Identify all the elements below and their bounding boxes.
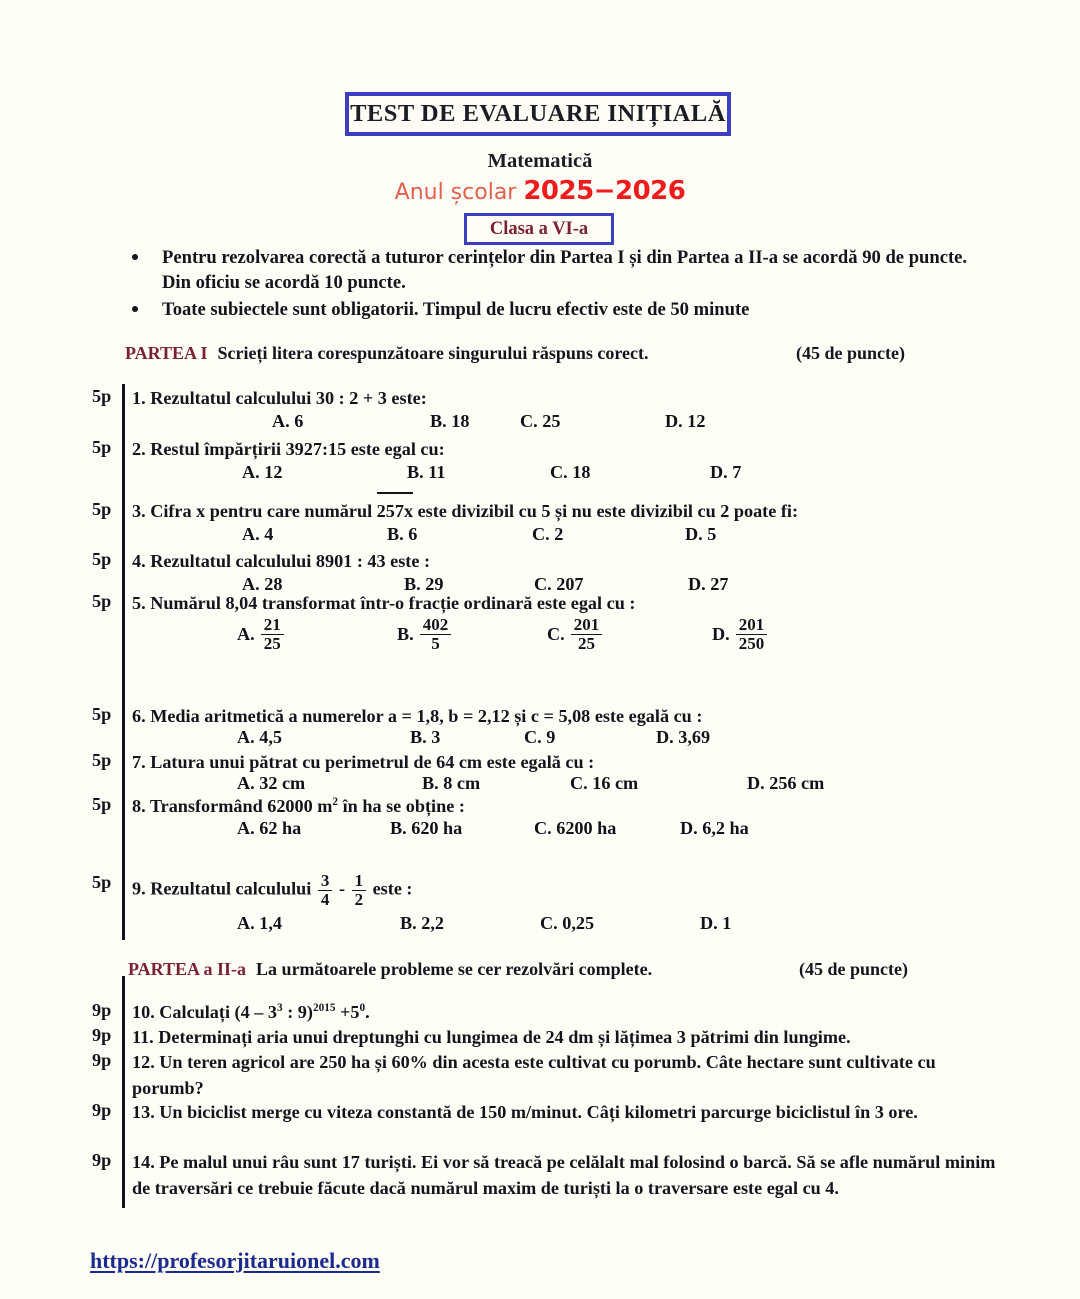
question-3-option-b[interactable]: B. 6 [387, 524, 418, 544]
q10-pre: 10. Calculați (4 – 3 [132, 1002, 277, 1022]
question-7-points: 5p [92, 750, 112, 770]
question-4-option-a[interactable]: A. 28 [242, 574, 283, 594]
question-2-stem: 2. Restul împărțirii 3927:15 este egal cu: [132, 439, 445, 459]
fraction-denominator: 5 [420, 634, 452, 653]
part2-name: PARTEA a II-a [128, 959, 247, 979]
school-year-label: Anul școlar [394, 180, 524, 205]
fraction-denominator: 25 [571, 634, 603, 653]
question-2-option-c[interactable]: C. 18 [550, 462, 591, 482]
question-9-fraction-2 [352, 872, 367, 909]
question-8-exponent: 2 [332, 795, 339, 808]
question-8-points: 5p [92, 794, 112, 814]
question-14-points: 9p [92, 1150, 112, 1170]
question-5-points: 5p [92, 591, 112, 611]
question-3-stem [132, 499, 1022, 524]
question-13-text: 13. Un biciclist merge cu viteza constantă de 150 m/minut. Câți kilometri parcurge biciclistul în 3 ore. [132, 1102, 918, 1122]
question-11-points: 9p [92, 1025, 112, 1045]
question-1-option-a[interactable]: A. 6 [272, 411, 304, 431]
question-9-points: 5p [92, 872, 112, 892]
question-2-option-a[interactable]: A. 12 [242, 462, 283, 482]
question-7-option-d[interactable]: D. 256 cm [747, 773, 825, 793]
question-3-option-d[interactable]: D. 5 [685, 524, 717, 544]
question-8-option-c[interactable]: C. 6200 ha [534, 818, 617, 838]
question-13-points: 9p [92, 1100, 112, 1120]
question-1-option-b[interactable]: B. 18 [430, 411, 470, 431]
instruction-item [120, 245, 980, 295]
question-6-option-b[interactable]: B. 3 [410, 727, 441, 747]
question-6-option-c[interactable]: C. 9 [524, 727, 556, 747]
question-8-options [132, 818, 1022, 844]
page-title: TEST DE EVALUARE INIȚIALĂ [350, 100, 726, 127]
q10-post: . [365, 1002, 370, 1022]
fraction-numerator: 402 [422, 615, 449, 634]
fraction-denominator: 250 [736, 634, 768, 653]
question-4-points: 5p [92, 549, 112, 569]
question-6-option-d[interactable]: D. 3,69 [656, 727, 711, 747]
fraction-numerator: 21 [263, 615, 281, 634]
question-7-option-c[interactable]: C. 16 cm [570, 773, 639, 793]
question-2-points: 5p [92, 437, 112, 457]
question-8-stem-pre: 8. Transformând 62000 m [132, 796, 333, 816]
option-d-label: D. [712, 624, 730, 645]
question-4-option-d[interactable]: D. 27 [688, 574, 729, 594]
school-year-line [0, 176, 1080, 206]
question-10-points: 9p [92, 1000, 112, 1020]
q10-exp-3: 0 [359, 1001, 366, 1014]
question-7-stem: 7. Latura unui pătrat cu perimetrul de 64 cm este egală cu : [132, 752, 595, 772]
part1-name: PARTEA I [125, 343, 208, 363]
question-9-option-c[interactable]: C. 0,25 [540, 913, 595, 933]
question-2-option-d[interactable]: D. 7 [710, 462, 742, 482]
part2-vertical-rule [122, 976, 125, 1208]
question-9-stem-pre: 9. Rezultatul calculului [132, 878, 316, 899]
option-a-label: A. [237, 624, 255, 645]
question-8-option-b[interactable]: B. 620 ha [390, 818, 463, 838]
question-8-option-a[interactable]: A. 62 ha [237, 818, 302, 838]
instruction-text: Pentru rezolvarea corectă a tuturor cerințelor din Partea I și din Partea a II-a se acordă 90 de puncte. Din oficiu se acordă 10 puncte. [162, 247, 968, 293]
instruction-text: Toate subiectele sunt obligatorii. Timpul de lucru efectiv este de 50 minute [162, 299, 750, 320]
question-9-options [132, 913, 1022, 939]
question-1-stem: 1. Rezultatul calculului 30 : 2 + 3 este: [132, 388, 427, 408]
question-2-options [132, 462, 1022, 488]
option-a-fraction [261, 616, 284, 653]
question-5-option-b[interactable] [397, 616, 453, 653]
q10-mid: : 9) [282, 1002, 313, 1022]
instruction-item [120, 297, 980, 322]
question-5-option-c[interactable] [547, 616, 604, 653]
fraction-numerator: 1 [354, 871, 364, 890]
question-3-stem-post: este divizibil cu 5 și nu este divizibil cu 2 poate fi: [413, 501, 799, 521]
q10-exp-2: 2015 [312, 1001, 336, 1014]
bullet-dot-icon [132, 254, 138, 260]
question-8-stem-post: în ha se obține : [338, 796, 465, 816]
option-d-fraction [736, 616, 768, 653]
question-14-text: 14. Pe malul unui râu sunt 17 turiști. Ei vor să treacă pe celălalt mal folosind o barcă. Să se afle numărul minim de traversări ce trebuie făcute dacă numărul maxim de turiști la o traversare este egal cu 4. [132, 1152, 996, 1198]
part2-header [128, 959, 1008, 980]
q10-exp-1: 3 [277, 1001, 283, 1014]
question-7-option-a[interactable]: A. 32 cm [237, 773, 306, 793]
question-1-option-c[interactable]: C. 25 [520, 411, 561, 431]
question-9-fraction-1 [318, 872, 333, 909]
question-3-stem-pre: 3. Cifra x pentru care numărul [132, 501, 377, 521]
question-9-stem [132, 872, 1022, 909]
option-c-label: C. [547, 624, 565, 645]
part1-vertical-rule [122, 384, 125, 940]
question-6-points: 5p [92, 704, 112, 724]
instructions-list [120, 245, 980, 322]
class-label: Clasa a VI-a [489, 218, 589, 239]
fraction-numerator: 201 [738, 615, 765, 634]
question-9-stem-post: este : [368, 878, 413, 899]
question-10-text [132, 1000, 1022, 1025]
question-3-options [132, 524, 1022, 550]
question-1-option-d[interactable]: D. 12 [665, 411, 706, 431]
q10-mid-2: +5 [335, 1002, 360, 1022]
question-8-stem [132, 794, 1022, 819]
fraction-denominator: 4 [318, 890, 333, 909]
option-b-label: B. [397, 624, 414, 645]
fraction-denominator: 25 [261, 634, 284, 653]
part1-points: (45 de puncte) [796, 343, 905, 363]
question-4-option-b[interactable]: B. 29 [404, 574, 444, 594]
question-5-stem: 5. Numărul 8,04 transformat într-o fracție ordinară este egal cu : [132, 593, 636, 613]
question-9-operator: - [334, 878, 350, 899]
option-b-fraction [420, 616, 452, 653]
question-7-option-b[interactable]: B. 8 cm [422, 773, 481, 793]
question-5-option-d[interactable] [712, 616, 769, 653]
subject-label: Matematică [487, 150, 593, 172]
question-6-option-a[interactable]: A. 4,5 [237, 727, 282, 747]
part2-description: La următoarele probleme se cer rezolvări complete. [256, 959, 653, 979]
question-5-options [132, 616, 1022, 676]
question-5-option-a[interactable] [237, 616, 286, 653]
question-1-points: 5p [92, 386, 112, 406]
part2-points: (45 de puncte) [799, 959, 908, 979]
question-11-text: 11. Determinați aria unui dreptunghi cu lungimea de 24 dm și lățimea 3 pătrimi din lungime. [132, 1027, 851, 1047]
fraction-numerator: 3 [320, 871, 330, 890]
question-12-points: 9p [92, 1050, 112, 1070]
option-c-fraction [571, 616, 603, 653]
site-url-link[interactable]: https://profesorjitaruionel.com [90, 1248, 380, 1273]
question-3-overlined-number: 257x [377, 499, 413, 524]
fraction-denominator: 2 [352, 890, 367, 909]
question-9-option-b[interactable]: B. 2,2 [400, 913, 444, 933]
question-1-options [132, 411, 1022, 437]
question-2-option-b[interactable]: B. 11 [407, 462, 446, 482]
class-box [464, 213, 614, 245]
question-9-option-a[interactable]: A. 1,4 [237, 913, 282, 933]
question-12-text: 12. Un teren agricol are 250 ha și 60% din acesta este cultivat cu porumb. Câte hectare sunt cultivate cu porumb? [132, 1052, 936, 1098]
part1-description: Scrieți litera corespunzătoare singurului răspuns corect. [217, 343, 649, 363]
school-year-value: 2025−2026 [523, 176, 686, 206]
question-4-option-c[interactable]: C. 207 [534, 574, 584, 594]
question-8-option-d[interactable]: D. 6,2 ha [680, 818, 749, 838]
question-3-option-c[interactable]: C. 2 [532, 524, 564, 544]
part1-header [125, 343, 1005, 364]
question-3-option-a[interactable]: A. 4 [242, 524, 274, 544]
question-3-points: 5p [92, 499, 112, 519]
question-4-stem: 4. Rezultatul calculului 8901 : 43 este : [132, 551, 431, 571]
test-title-box [345, 92, 731, 136]
question-9-option-d[interactable]: D. 1 [700, 913, 732, 933]
fraction-numerator: 201 [573, 615, 600, 634]
question-6-stem: 6. Media aritmetică a numerelor a = 1,8, b = 2,12 și c = 5,08 este egală cu : [132, 706, 703, 726]
bullet-dot-icon [132, 306, 138, 312]
